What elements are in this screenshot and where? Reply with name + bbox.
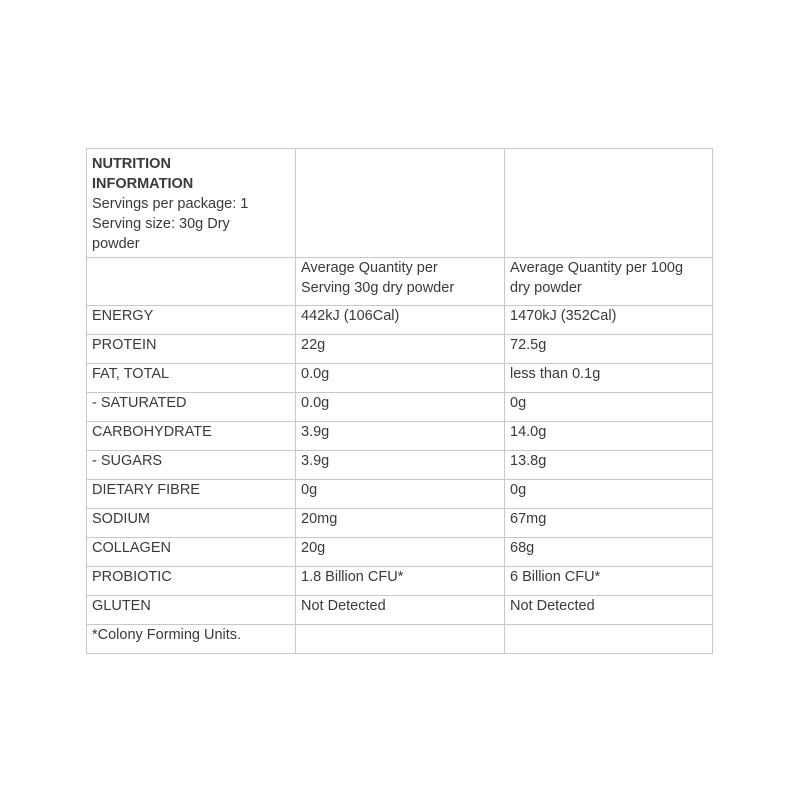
per-100g-value: 68g xyxy=(505,538,713,567)
nutrient-label: ENERGY xyxy=(87,306,296,335)
per-serving-value: 3.9g xyxy=(296,422,505,451)
nutrient-rows xyxy=(87,306,713,625)
per-100g-value: 0g xyxy=(505,480,713,509)
nutrient-label: PROBIOTIC xyxy=(87,567,296,596)
table-title-line-1: NUTRITION xyxy=(92,156,171,172)
nutrient-label: DIETARY FIBRE xyxy=(87,480,296,509)
table-row xyxy=(87,306,713,335)
serving-size-line-1: Serving size: 30g Dry xyxy=(92,216,230,232)
per-100g-header-line-2: dry powder xyxy=(510,280,582,296)
per-serving-value: 20g xyxy=(296,538,505,567)
per-serving-value: 0.0g xyxy=(296,364,505,393)
nutrient-label: - SATURATED xyxy=(87,393,296,422)
nutrient-label: SODIUM xyxy=(87,509,296,538)
per-100g-value: 6 Billion CFU* xyxy=(505,567,713,596)
per-serving-value: 20mg xyxy=(296,509,505,538)
per-100g-value: Not Detected xyxy=(505,596,713,625)
per-100g-value: 0g xyxy=(505,393,713,422)
per-100g-value: 72.5g xyxy=(505,335,713,364)
per-serving-header xyxy=(296,258,505,306)
nutrient-label: PROTEIN xyxy=(87,335,296,364)
nutrient-label: CARBOHYDRATE xyxy=(87,422,296,451)
per-serving-header-line-2: Serving 30g dry powder xyxy=(301,280,455,296)
table-row xyxy=(87,509,713,538)
nutrient-label: FAT, TOTAL xyxy=(87,364,296,393)
table-row xyxy=(87,393,713,422)
table-row xyxy=(87,538,713,567)
column-header-row xyxy=(87,258,713,306)
per-serving-value: Not Detected xyxy=(296,596,505,625)
table-title-line-2: INFORMATION xyxy=(92,176,194,192)
footnote-row xyxy=(87,625,713,654)
nutrient-label: COLLAGEN xyxy=(87,538,296,567)
per-serving-value: 0.0g xyxy=(296,393,505,422)
empty-label-header-cell xyxy=(87,258,296,306)
nutrient-label: GLUTEN xyxy=(87,596,296,625)
per-100g-value: 14.0g xyxy=(505,422,713,451)
table-row xyxy=(87,364,713,393)
per-serving-value: 3.9g xyxy=(296,451,505,480)
per-100g-value: 13.8g xyxy=(505,451,713,480)
per-serving-value: 0g xyxy=(296,480,505,509)
footnote: *Colony Forming Units. xyxy=(87,625,296,654)
nutrition-information-table xyxy=(86,148,713,654)
nutrient-label: - SUGARS xyxy=(87,451,296,480)
empty-header-cell xyxy=(296,149,505,258)
table-row xyxy=(87,480,713,509)
nutrition-info-cell xyxy=(87,149,296,258)
servings-per-package: Servings per package: 1 xyxy=(92,196,249,212)
per-100g-value: 1470kJ (352Cal) xyxy=(505,306,713,335)
per-serving-header-line-1: Average Quantity per xyxy=(301,260,438,276)
empty-footnote-cell xyxy=(505,625,713,654)
table-header-row xyxy=(87,149,713,258)
empty-footnote-cell xyxy=(296,625,505,654)
per-serving-value: 442kJ (106Cal) xyxy=(296,306,505,335)
table-row xyxy=(87,422,713,451)
per-100g-value: less than 0.1g xyxy=(505,364,713,393)
table-row xyxy=(87,335,713,364)
per-100g-value: 67mg xyxy=(505,509,713,538)
per-100g-header-line-1: Average Quantity per 100g xyxy=(510,260,684,276)
empty-header-cell xyxy=(505,149,713,258)
per-100g-header xyxy=(505,258,713,306)
per-serving-value: 1.8 Billion CFU* xyxy=(296,567,505,596)
table-row xyxy=(87,567,713,596)
per-serving-value: 22g xyxy=(296,335,505,364)
table-row xyxy=(87,451,713,480)
serving-size-line-2: powder xyxy=(92,236,140,252)
table-row xyxy=(87,596,713,625)
